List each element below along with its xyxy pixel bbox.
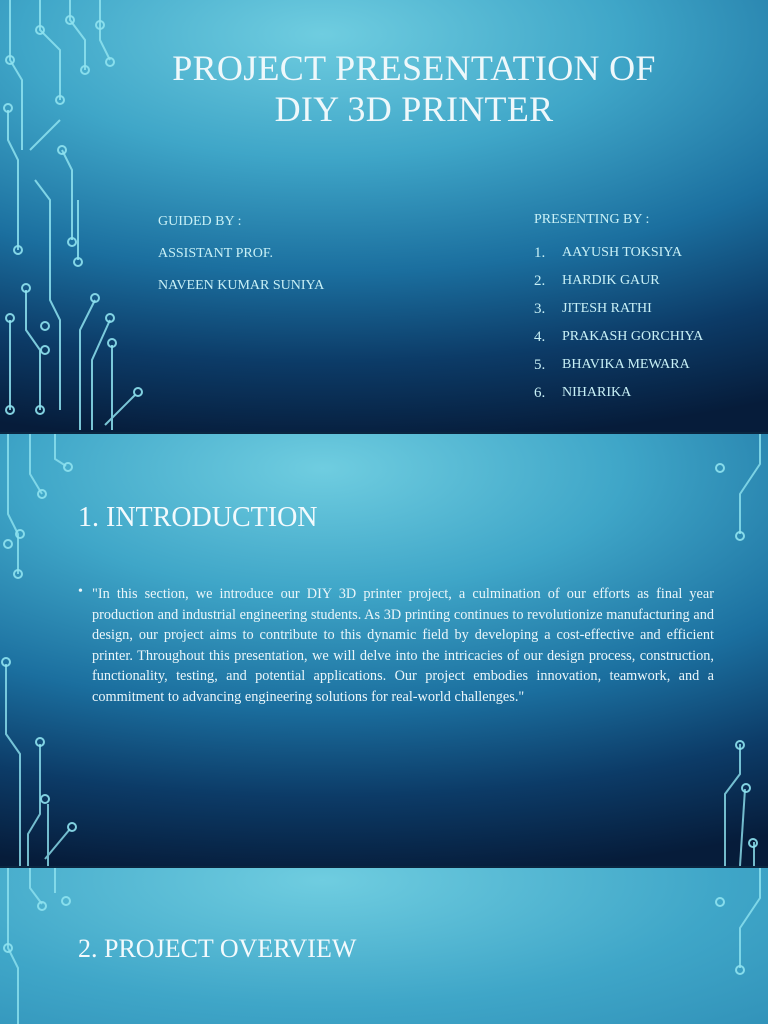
member-item (534, 379, 703, 407)
member-name: BHAVIKA MEWARA (562, 357, 690, 372)
member-name: HARDIK GAUR (562, 273, 660, 288)
slide-introduction (0, 434, 768, 866)
guided-by-block (158, 214, 324, 310)
member-name: JITESH RATHI (562, 301, 652, 316)
section-heading: 2. PROJECT OVERVIEW (78, 934, 357, 963)
member-number: 6. (534, 384, 546, 401)
slide-project-overview (0, 868, 768, 1024)
guided-by-label: GUIDED BY : (158, 214, 242, 229)
member-item (534, 351, 703, 379)
introduction-paragraph: "In this section, we introduce our DIY 3D printer project, a culmination of our efforts as final year production and industrial engineering students. As 3D printing continues to revolutionize manufacturing and design, our project aims to contribute to this dynamic field by developing a cost-effective and efficient printer. Throughout this presentation, we will delve into the intricacies of our design process, construction, functionality, testing, and potential applications. Our project embodies innovation, teamwork, and a commitment to advancing engineering solutions for real-world challenges." (92, 586, 714, 705)
title-line-1: PROJECT PRESENTATION OF (172, 48, 656, 88)
presentation-title (120, 48, 708, 130)
member-item (534, 239, 703, 267)
member-number: 5. (534, 356, 546, 373)
member-name: NIHARIKA (562, 385, 632, 400)
slide-title (0, 0, 768, 432)
circuit-decoration-right (700, 868, 768, 1024)
member-number: 4. (534, 328, 546, 345)
section-heading: 1. INTRODUCTION (78, 502, 318, 533)
bullet-marker: • (78, 584, 83, 599)
member-item (534, 323, 703, 351)
presenting-by-block (534, 212, 703, 407)
circuit-decoration-left (0, 868, 90, 1024)
presenting-by-label: PRESENTING BY : (534, 212, 650, 227)
member-number: 2. (534, 272, 546, 289)
member-item (534, 267, 703, 295)
introduction-body (78, 584, 714, 707)
member-number: 3. (534, 300, 546, 317)
member-name: AAYUSH TOKSIYA (562, 245, 682, 260)
circuit-decoration-left (0, 434, 90, 866)
member-number: 1. (534, 244, 546, 261)
guide-name: NAVEEN KUMAR SUNIYA (158, 278, 325, 293)
member-item (534, 295, 703, 323)
guide-role: ASSISTANT PROF. (158, 246, 273, 261)
member-name: PRAKASH GORCHIYA (562, 329, 704, 344)
title-line-2: DIY 3D PRINTER (274, 89, 554, 129)
